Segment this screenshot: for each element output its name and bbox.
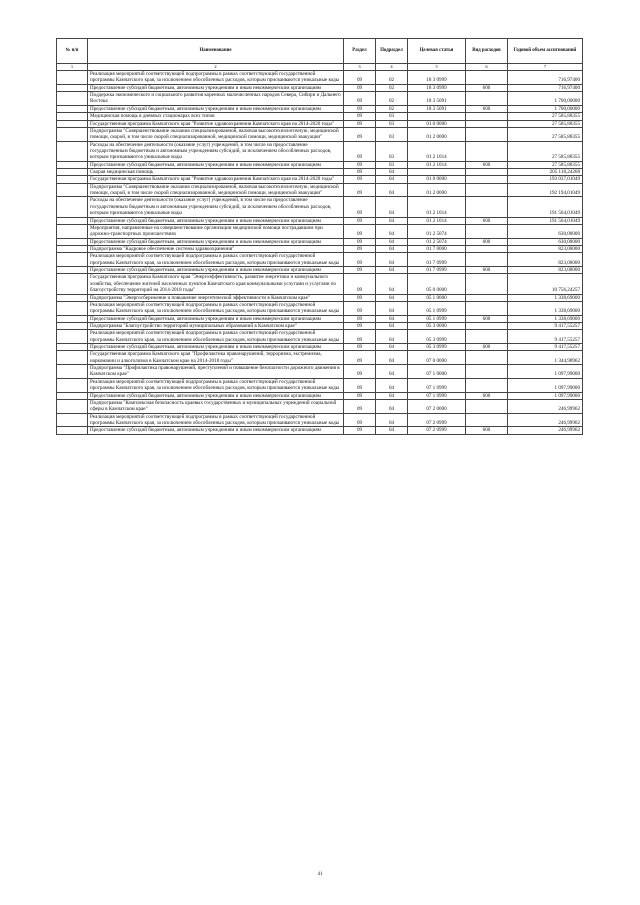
- row-podrazdel-cell: 04: [376, 365, 408, 379]
- row-number-cell: [57, 413, 88, 427]
- row-amount-cell: 9 417,55257: [508, 330, 583, 344]
- row-podrazdel-cell: 04: [376, 378, 408, 392]
- col-number: 2: [88, 64, 344, 71]
- page-number: 41: [317, 872, 323, 877]
- row-amount-cell: 205 118,24268: [508, 169, 583, 176]
- row-expense-type-cell: [466, 245, 508, 252]
- table-row: [57, 141, 583, 161]
- row-target-article-cell: [408, 169, 466, 176]
- row-target-article-cell: 05 3 0999: [408, 344, 466, 351]
- row-name-cell: Предоставление субсидий бюджетным, автономным учреждениям и иным некоммерческим организациям: [88, 161, 344, 168]
- row-name-cell: Скорая медицинская помощь: [88, 169, 344, 176]
- row-amount-cell: 191 564,01049: [508, 197, 583, 217]
- row-name-cell: Предоставление субсидий бюджетным, автономным учреждениям и иным некоммерческим организациям: [88, 267, 344, 274]
- row-podrazdel-cell: 04: [376, 399, 408, 413]
- row-number-cell: [57, 378, 88, 392]
- row-amount-cell: 1 700,00000: [508, 105, 583, 112]
- col-number: 3: [344, 64, 376, 71]
- row-target-article-cell: 07 2 0999: [408, 413, 466, 427]
- table-row: [57, 392, 583, 399]
- row-target-article-cell: 05 3 0000: [408, 322, 466, 329]
- row-expense-type-cell: [466, 294, 508, 301]
- row-razdel-cell: 09: [344, 113, 376, 120]
- row-number-cell: [57, 84, 88, 91]
- row-target-article-cell: 07 1 0999: [408, 392, 466, 399]
- table-row: [57, 238, 583, 245]
- row-razdel-cell: 09: [344, 301, 376, 315]
- row-amount-cell: 1 700,00000: [508, 92, 583, 106]
- col-number: 1: [57, 64, 88, 71]
- row-amount-cell: 1 338,69000: [508, 294, 583, 301]
- row-number-cell: [57, 217, 88, 224]
- row-expense-type-cell: [466, 224, 508, 238]
- table-row: [57, 169, 583, 176]
- row-name-cell: Расходы на обеспечение деятельности (оказание услуг) учреждений, в том числе на предоставление государственным бюджетным и автономным учреждениям субсидий, за исключением обособленных расходов, которым присваиваются уникальные коды: [88, 141, 344, 161]
- row-number-cell: [57, 330, 88, 344]
- row-target-article-cell: 01 2 0000: [408, 127, 466, 141]
- col-number: 6: [466, 64, 508, 71]
- table-row: [57, 330, 583, 344]
- row-amount-cell: 1 344,98962: [508, 351, 583, 365]
- row-expense-type-cell: [466, 351, 508, 365]
- row-amount-cell: 716,97400: [508, 84, 583, 91]
- row-amount-cell: 9 417,55257: [508, 322, 583, 329]
- table-row: [57, 245, 583, 252]
- row-expense-type-cell: 600: [466, 217, 508, 224]
- row-amount-cell: 27 585,88355: [508, 161, 583, 168]
- row-podrazdel-cell: 02: [376, 92, 408, 106]
- table-row: [57, 351, 583, 365]
- table-row: [57, 322, 583, 329]
- row-podrazdel-cell: 04: [376, 322, 408, 329]
- row-podrazdel-cell: 04: [376, 274, 408, 294]
- row-name-cell: Подпрограмма "Комплексная безопасность краевых государственных и муниципальных учреждений социальной сферы в Камчатском крае": [88, 399, 344, 413]
- row-podrazdel-cell: 04: [376, 267, 408, 274]
- row-amount-cell: 10 756,24257: [508, 274, 583, 294]
- row-expense-type-cell: [466, 378, 508, 392]
- row-expense-type-cell: [466, 253, 508, 267]
- row-podrazdel-cell: 02: [376, 105, 408, 112]
- row-target-article-cell: 01 2 0000: [408, 183, 466, 197]
- row-target-article-cell: 18 3 5091: [408, 105, 466, 112]
- header-row: [57, 39, 583, 64]
- row-expense-type-cell: [466, 120, 508, 127]
- row-amount-cell: 27 585,88355: [508, 113, 583, 120]
- row-name-cell: Медицинская помощь в дневных стационарах всех типов: [88, 113, 344, 120]
- row-name-cell: Подпрограмма "Благоустройство территорий муниципальных образований в Камчатском крае": [88, 322, 344, 329]
- row-amount-cell: 27 585,88355: [508, 127, 583, 141]
- row-razdel-cell: 09: [344, 217, 376, 224]
- table-row: [57, 120, 583, 127]
- row-name-cell: Предоставление субсидий бюджетным, автономным учреждениям и иным некоммерческим организациям: [88, 344, 344, 351]
- row-razdel-cell: 09: [344, 378, 376, 392]
- row-number-cell: [57, 245, 88, 252]
- row-number-cell: [57, 197, 88, 217]
- row-podrazdel-cell: 03: [376, 120, 408, 127]
- row-expense-type-cell: [466, 399, 508, 413]
- row-amount-cell: 1 338,69000: [508, 315, 583, 322]
- row-target-article-cell: 07 1 0999: [408, 378, 466, 392]
- row-number-cell: [57, 315, 88, 322]
- row-podrazdel-cell: 04: [376, 238, 408, 245]
- row-podrazdel-cell: 04: [376, 176, 408, 183]
- row-podrazdel-cell: 02: [376, 71, 408, 85]
- row-name-cell: Предоставление субсидий бюджетным, автономным учреждениям и иным некоммерческим организациям: [88, 238, 344, 245]
- row-name-cell: Реализация мероприятий соответствующей подпрограммы в рамках соответствующей государственной программы Камчатского края, за исключением обособленных расходов, которым присваиваются уникальные коды: [88, 330, 344, 344]
- table-row: [57, 84, 583, 91]
- row-name-cell: Предоставление субсидий бюджетным, автономным учреждениям и иным некоммерческим организациям: [88, 315, 344, 322]
- table-row: [57, 183, 583, 197]
- row-number-cell: [57, 71, 88, 85]
- row-podrazdel-cell: 03: [376, 141, 408, 161]
- row-target-article-cell: 05 0 0000: [408, 274, 466, 294]
- row-name-cell: Предоставление субсидий бюджетным, автономным учреждениям и иным некоммерческим организациям: [88, 105, 344, 112]
- budget-table: [56, 38, 583, 435]
- row-expense-type-cell: 600: [466, 344, 508, 351]
- row-podrazdel-cell: 04: [376, 315, 408, 322]
- row-razdel-cell: 09: [344, 141, 376, 161]
- row-razdel-cell: 09: [344, 330, 376, 344]
- row-amount-cell: 1 097,99000: [508, 365, 583, 379]
- row-target-article-cell: 18 3 0999: [408, 71, 466, 85]
- row-number-cell: [57, 127, 88, 141]
- row-razdel-cell: 09: [344, 127, 376, 141]
- row-name-cell: Государственная программа Камчатского края "Развитие здравоохранения Камчатского края на 2014-2020 годы": [88, 120, 344, 127]
- row-podrazdel-cell: 04: [376, 224, 408, 238]
- row-expense-type-cell: [466, 141, 508, 161]
- row-number-cell: [57, 301, 88, 315]
- row-expense-type-cell: [466, 71, 508, 85]
- row-number-cell: [57, 238, 88, 245]
- row-target-article-cell: 01 2 1014: [408, 217, 466, 224]
- col-number: 5: [408, 64, 466, 71]
- row-expense-type-cell: [466, 197, 508, 217]
- table-row: [57, 105, 583, 112]
- row-name-cell: Реализация мероприятий соответствующей подпрограммы в рамках соответствующей государственной программы Камчатского края, за исключением обособленных расходов, которым присваиваются уникальные коды: [88, 71, 344, 85]
- row-amount-cell: 1 097,99000: [508, 392, 583, 399]
- row-name-cell: Предоставление субсидий бюджетным, автономным учреждениям и иным некоммерческим организациям: [88, 84, 344, 91]
- table-row: [57, 315, 583, 322]
- row-razdel-cell: 09: [344, 267, 376, 274]
- table-row: [57, 413, 583, 427]
- row-razdel-cell: 09: [344, 161, 376, 168]
- table-row: [57, 267, 583, 274]
- row-razdel-cell: 09: [344, 176, 376, 183]
- row-target-article-cell: 18 3 0999: [408, 84, 466, 91]
- table-row: [57, 224, 583, 238]
- row-expense-type-cell: 600: [466, 161, 508, 168]
- row-target-article-cell: 07 1 0000: [408, 365, 466, 379]
- row-razdel-cell: 09: [344, 315, 376, 322]
- row-name-cell: Реализация мероприятий соответствующей подпрограммы в рамках соответствующей государственной программы Камчатского края, за исключением обособленных расходов, которым присваиваются уникальные коды: [88, 413, 344, 427]
- table-row: [57, 113, 583, 120]
- col-header-annual-amount: Годовой объем ассигнований: [508, 39, 583, 64]
- row-podrazdel-cell: 03: [376, 113, 408, 120]
- row-expense-type-cell: [466, 330, 508, 344]
- row-amount-cell: 246,99962: [508, 427, 583, 434]
- row-name-cell: Подпрограмма "Кадровое обеспечение системы здравоохранения": [88, 245, 344, 252]
- table-row: [57, 399, 583, 413]
- row-number-cell: [57, 224, 88, 238]
- table-row: [57, 344, 583, 351]
- row-target-article-cell: 01 2 5074: [408, 238, 466, 245]
- row-expense-type-cell: [466, 183, 508, 197]
- row-name-cell: Реализация мероприятий соответствующей подпрограммы в рамках соответствующей государственной программы Камчатского края, за исключением обособленных расходов, которым присваиваются уникальные коды: [88, 301, 344, 315]
- row-amount-cell: 192 194,01049: [508, 183, 583, 197]
- row-podrazdel-cell: 04: [376, 183, 408, 197]
- row-expense-type-cell: [466, 92, 508, 106]
- row-target-article-cell: 01 2 5074: [408, 224, 466, 238]
- row-expense-type-cell: [466, 413, 508, 427]
- row-target-article-cell: 05 1 0000: [408, 294, 466, 301]
- row-number-cell: [57, 294, 88, 301]
- row-podrazdel-cell: 02: [376, 84, 408, 91]
- row-razdel-cell: 09: [344, 399, 376, 413]
- row-expense-type-cell: [466, 176, 508, 183]
- row-number-cell: [57, 113, 88, 120]
- table-row: [57, 301, 583, 315]
- row-number-cell: [57, 392, 88, 399]
- row-target-article-cell: 01 0 0000: [408, 176, 466, 183]
- row-razdel-cell: 09: [344, 183, 376, 197]
- row-number-cell: [57, 427, 88, 434]
- row-target-article-cell: 01 2 1014: [408, 141, 466, 161]
- row-expense-type-cell: 600: [466, 392, 508, 399]
- row-number-cell: [57, 169, 88, 176]
- row-name-cell: Государственная программа Камчатского края "Развитие здравоохранения Камчатского края на 2014-2020 годы": [88, 176, 344, 183]
- row-target-article-cell: 01 7 0999: [408, 253, 466, 267]
- row-target-article-cell: 07 2 0999: [408, 427, 466, 434]
- row-expense-type-cell: 600: [466, 267, 508, 274]
- row-target-article-cell: 05 1 0999: [408, 315, 466, 322]
- row-razdel-cell: 09: [344, 120, 376, 127]
- row-name-cell: Мероприятия, направленные на совершенствование организации медицинской помощи пострадавшим при дорожно-транспортных происшествиях: [88, 224, 344, 238]
- row-podrazdel-cell: 04: [376, 253, 408, 267]
- row-number-cell: [57, 267, 88, 274]
- row-name-cell: Поддержка экономического и социального развития коренных малочисленных народов Севера, Сибири и Дальнего Востока: [88, 92, 344, 106]
- table-row: [57, 274, 583, 294]
- row-podrazdel-cell: 04: [376, 413, 408, 427]
- row-razdel-cell: 09: [344, 413, 376, 427]
- row-expense-type-cell: [466, 365, 508, 379]
- row-amount-cell: 630,00000: [508, 224, 583, 238]
- row-razdel-cell: 09: [344, 92, 376, 106]
- row-amount-cell: 9 417,55257: [508, 344, 583, 351]
- row-number-cell: [57, 92, 88, 106]
- row-podrazdel-cell: 04: [376, 427, 408, 434]
- row-razdel-cell: 09: [344, 71, 376, 85]
- row-podrazdel-cell: 04: [376, 197, 408, 217]
- col-header-razdel: Раздел: [344, 39, 376, 64]
- row-target-article-cell: 01 7 0000: [408, 245, 466, 252]
- table-row: [57, 197, 583, 217]
- row-razdel-cell: 09: [344, 294, 376, 301]
- row-razdel-cell: 09: [344, 365, 376, 379]
- row-razdel-cell: 09: [344, 245, 376, 252]
- col-number: 7: [508, 64, 583, 71]
- row-target-article-cell: 18 3 5091: [408, 92, 466, 106]
- column-number-row: [57, 64, 583, 71]
- row-amount-cell: 1 338,69000: [508, 301, 583, 315]
- row-expense-type-cell: [466, 301, 508, 315]
- table-row: [57, 217, 583, 224]
- row-name-cell: Реализация мероприятий соответствующей подпрограммы в рамках соответствующей государственной программы Камчатского края, за исключением обособленных расходов, которым присваиваются уникальные коды: [88, 253, 344, 267]
- row-amount-cell: 823,00000: [508, 253, 583, 267]
- row-name-cell: Государственная программа Камчатского края "Профилактика правонарушений, терроризма, экстремизма, наркомании и алкоголизма в Камчатском крае на 2014-2018 годы": [88, 351, 344, 365]
- row-name-cell: Подпрограмма "Совершенствование оказания специализированной, включая высокотехнологичную, медицинской помощи, скорой, в том числе скорой специализированной, медицинской помощи, медицинской эвакуации": [88, 183, 344, 197]
- table-row: [57, 71, 583, 85]
- row-expense-type-cell: 600: [466, 84, 508, 91]
- col-header-target-article: Целевая статья: [408, 39, 466, 64]
- col-header-number: № п/п: [57, 39, 88, 64]
- row-expense-type-cell: 600: [466, 427, 508, 434]
- row-podrazdel-cell: 04: [376, 392, 408, 399]
- row-name-cell: Подпрограмма "Профилактика правонарушений, преступлений и повышение безопасности дорожного движения в Камчатском крае": [88, 365, 344, 379]
- row-name-cell: Расходы на обеспечение деятельности (оказание услуг) учреждений, в том числе на предоставление государственным бюджетным и автономным учреждениям субсидий, за исключением обособленных расходов, которым присваиваются уникальные коды: [88, 197, 344, 217]
- row-podrazdel-cell: 04: [376, 294, 408, 301]
- row-amount-cell: 193 037,01049: [508, 176, 583, 183]
- row-number-cell: [57, 274, 88, 294]
- table-row: [57, 127, 583, 141]
- row-name-cell: Реализация мероприятий соответствующей подпрограммы в рамках соответствующей государственной программы Камчатского края, за исключением обособленных расходов, которым присваиваются уникальные коды: [88, 378, 344, 392]
- row-amount-cell: 630,00000: [508, 238, 583, 245]
- row-expense-type-cell: [466, 274, 508, 294]
- table-row: [57, 365, 583, 379]
- col-header-podrazdel: Подраздел: [376, 39, 408, 64]
- row-amount-cell: 716,97400: [508, 71, 583, 85]
- row-number-cell: [57, 365, 88, 379]
- row-amount-cell: 1 097,99000: [508, 378, 583, 392]
- row-razdel-cell: 09: [344, 392, 376, 399]
- row-amount-cell: 823,00000: [508, 267, 583, 274]
- row-amount-cell: 823,00000: [508, 245, 583, 252]
- row-expense-type-cell: 600: [466, 238, 508, 245]
- row-name-cell: Подпрограмма "Энергосбережение и повышение энергетической эффективности в Камчатском крае": [88, 294, 344, 301]
- table-row: [57, 161, 583, 168]
- row-target-article-cell: 01 0 0000: [408, 120, 466, 127]
- col-number: 4: [376, 64, 408, 71]
- row-razdel-cell: 09: [344, 224, 376, 238]
- row-podrazdel-cell: 04: [376, 169, 408, 176]
- budget-table-body: [57, 71, 583, 435]
- row-expense-type-cell: [466, 322, 508, 329]
- table-row: [57, 378, 583, 392]
- row-razdel-cell: 09: [344, 197, 376, 217]
- budget-table-page: [56, 38, 582, 435]
- row-podrazdel-cell: 03: [376, 127, 408, 141]
- row-razdel-cell: 09: [344, 427, 376, 434]
- row-razdel-cell: 09: [344, 274, 376, 294]
- row-number-cell: [57, 253, 88, 267]
- col-header-name: Наименование: [88, 39, 344, 64]
- row-razdel-cell: 09: [344, 169, 376, 176]
- row-podrazdel-cell: 04: [376, 351, 408, 365]
- row-amount-cell: 27 585,88355: [508, 141, 583, 161]
- row-podrazdel-cell: 04: [376, 245, 408, 252]
- table-row: [57, 294, 583, 301]
- row-expense-type-cell: 600: [466, 315, 508, 322]
- row-razdel-cell: 09: [344, 253, 376, 267]
- row-number-cell: [57, 399, 88, 413]
- row-expense-type-cell: 600: [466, 105, 508, 112]
- row-expense-type-cell: [466, 127, 508, 141]
- row-target-article-cell: 01 2 1014: [408, 197, 466, 217]
- row-podrazdel-cell: 04: [376, 217, 408, 224]
- row-podrazdel-cell: 04: [376, 344, 408, 351]
- row-target-article-cell: 07 0 0000: [408, 351, 466, 365]
- row-amount-cell: 191 564,01049: [508, 217, 583, 224]
- row-target-article-cell: 01 2 1014: [408, 161, 466, 168]
- row-razdel-cell: 09: [344, 322, 376, 329]
- row-name-cell: Предоставление субсидий бюджетным, автономным учреждениям и иным некоммерческим организациям: [88, 217, 344, 224]
- table-row: [57, 176, 583, 183]
- row-number-cell: [57, 176, 88, 183]
- row-number-cell: [57, 183, 88, 197]
- table-row: [57, 92, 583, 106]
- row-podrazdel-cell: 04: [376, 301, 408, 315]
- row-name-cell: Предоставление субсидий бюджетным, автономным учреждениям и иным некоммерческим организациям: [88, 427, 344, 434]
- row-expense-type-cell: [466, 113, 508, 120]
- row-number-cell: [57, 351, 88, 365]
- row-number-cell: [57, 161, 88, 168]
- row-podrazdel-cell: 03: [376, 161, 408, 168]
- row-expense-type-cell: [466, 169, 508, 176]
- row-amount-cell: 246,99962: [508, 399, 583, 413]
- row-target-article-cell: 05 1 0999: [408, 301, 466, 315]
- row-name-cell: Подпрограмма "Совершенствование оказания специализированной, включая высокотехнологичную, медицинской помощи, скорой, в том числе скорой специализированной, медицинской помощи, медицинской эвакуации": [88, 127, 344, 141]
- table-row: [57, 427, 583, 434]
- row-target-article-cell: 07 2 0000: [408, 399, 466, 413]
- row-target-article-cell: 01 7 0999: [408, 267, 466, 274]
- table-row: [57, 253, 583, 267]
- row-number-cell: [57, 105, 88, 112]
- row-number-cell: [57, 141, 88, 161]
- row-number-cell: [57, 322, 88, 329]
- row-name-cell: Предоставление субсидий бюджетным, автономным учреждениям и иным некоммерческим организациям: [88, 392, 344, 399]
- row-target-article-cell: [408, 113, 466, 120]
- row-razdel-cell: 09: [344, 238, 376, 245]
- row-number-cell: [57, 344, 88, 351]
- row-razdel-cell: 09: [344, 105, 376, 112]
- row-target-article-cell: 05 3 0999: [408, 330, 466, 344]
- row-razdel-cell: 09: [344, 351, 376, 365]
- row-razdel-cell: 09: [344, 84, 376, 91]
- row-amount-cell: 27 585,88355: [508, 120, 583, 127]
- row-podrazdel-cell: 04: [376, 330, 408, 344]
- col-header-expense-type: Вид расходов: [466, 39, 508, 64]
- row-razdel-cell: 09: [344, 344, 376, 351]
- row-amount-cell: 246,99962: [508, 413, 583, 427]
- row-name-cell: Государственная программа Камчатского края "Энергоэффективность, развитие энергетики и коммунального хозяйства, обеспечение жителей населенных пунктов Камчатского края коммунальными услугами и услугами по благоустройству территорий на 2014-2018 годы": [88, 274, 344, 294]
- row-number-cell: [57, 120, 88, 127]
